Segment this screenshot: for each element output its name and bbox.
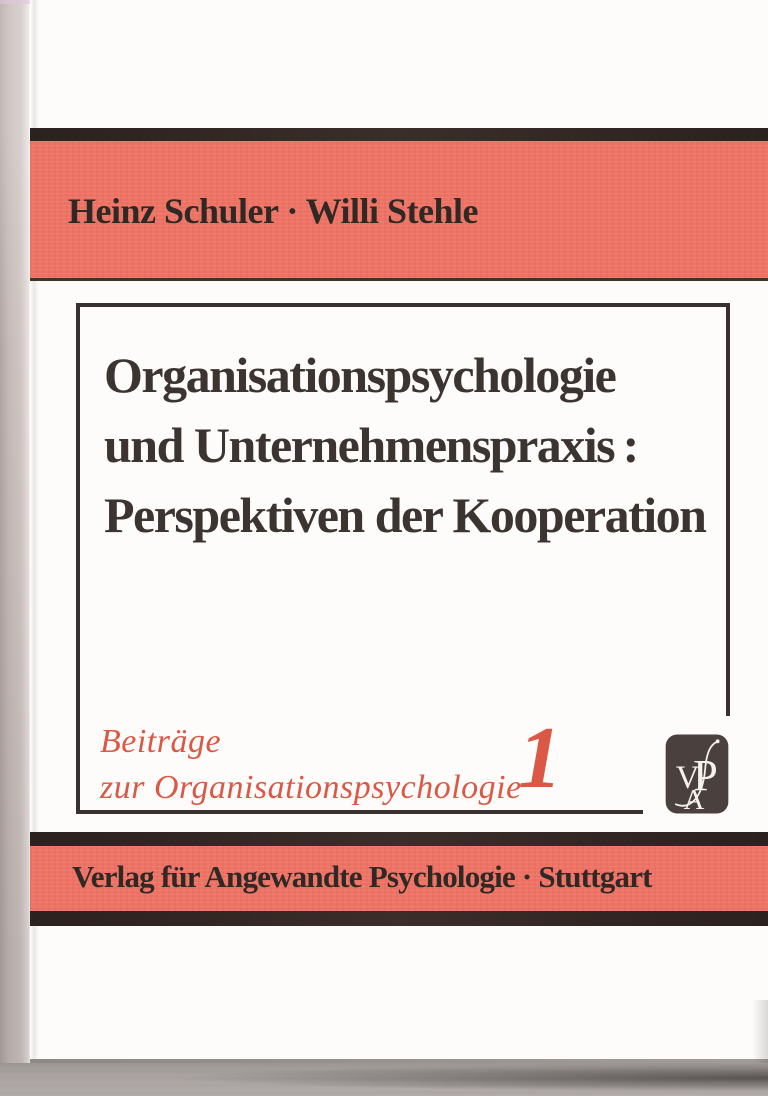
title-line-3: Perspektiven der Kooperation xyxy=(104,487,706,543)
publisher-logo xyxy=(665,734,729,814)
book-title xyxy=(104,340,705,550)
series-volume: 1 xyxy=(518,710,562,807)
series-line-2: zur Organisationspsychologie xyxy=(100,769,522,806)
logo-letter-a: A xyxy=(683,784,705,814)
right-edge-shadow xyxy=(752,1000,768,1063)
series-line-1: Beiträge xyxy=(100,723,222,760)
top-black-bar xyxy=(30,128,768,141)
author-band xyxy=(30,141,768,281)
title-line-2: und Unternehmenspraxis : xyxy=(104,417,638,473)
publisher-line: Verlag für Angewandte Psychologie · Stuttgart xyxy=(72,859,652,894)
series-name xyxy=(100,719,522,811)
publisher-band xyxy=(30,846,768,911)
author-line: Heinz Schuler · Willi Stehle xyxy=(68,191,479,231)
page-edge-strip xyxy=(0,0,30,1096)
logo-letter-v: V xyxy=(675,759,700,796)
title-line-1: Organisationspsychologie xyxy=(104,347,616,403)
scan-background-bottom xyxy=(0,1063,768,1096)
logo-f-terminal xyxy=(716,739,720,743)
title-box xyxy=(76,303,730,814)
publisher-band-top-bar xyxy=(30,832,768,846)
publisher-band-bottom-bar xyxy=(30,911,768,926)
logo-letter-p: P xyxy=(693,749,718,800)
